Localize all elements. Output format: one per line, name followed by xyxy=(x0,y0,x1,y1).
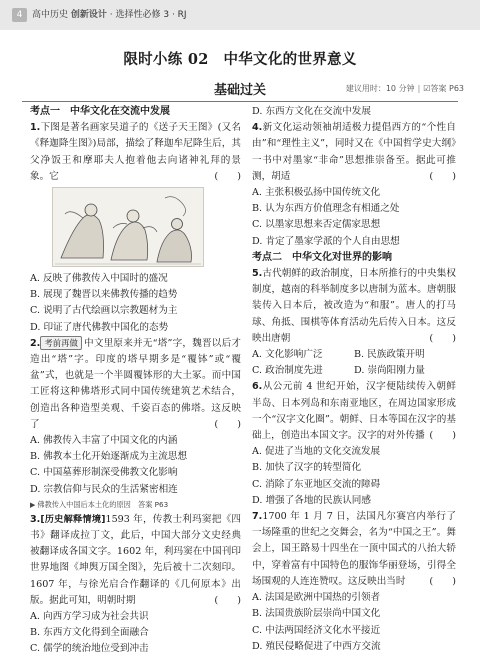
q1-option-d: D. 印证了唐代佛教中国化的态势 xyxy=(30,321,169,333)
section-heading-1: 考点一 中华文化在交流中发展 xyxy=(30,106,170,117)
question-tag: [历史解释情境] xyxy=(40,513,106,525)
answer-blank: ( ) xyxy=(429,332,456,344)
question-2 xyxy=(30,336,241,512)
question-7-stem: 7.1700 年 1 月 7 日，法国凡尔赛宫内举行了一场隆重的世纪之交舞会，名为“中国之王”。舞会上，国王路易十四坐在一顶中国式的八抬大轿中，穿着富有中国特色的服饰华丽登场，引得全场围观的人连连赞叹。这反映出当时 ( ) xyxy=(252,509,456,590)
question-3 xyxy=(30,512,241,658)
answer-blank: ( ) xyxy=(429,575,456,587)
q4-option-a: A. 主张积极弘扬中国传统文化 xyxy=(252,187,381,199)
answer-blank: ( ) xyxy=(429,170,456,182)
q5-options-row-2 xyxy=(252,363,456,379)
q6-option-b: B. 加快了汉字的转型简化 xyxy=(252,462,362,474)
q7-option-b: B. 法国贵族阶层崇尚中国文化 xyxy=(252,608,381,620)
q1-option-a: A. 反映了佛教传入中国时的盛况 xyxy=(30,273,168,285)
answer-blank: ( ) xyxy=(214,418,241,430)
q3-option-d: D. 东西方文化在交流中发展 xyxy=(252,106,371,117)
q7-option-c: C. 中法两国经济文化水平接近 xyxy=(252,624,381,636)
q6-option-a: A. 促进了当地的文化交流发展 xyxy=(252,446,381,458)
suggested-time: 建议用时：10 分钟 xyxy=(345,84,415,93)
right-column xyxy=(252,104,456,655)
q1-option-c: C. 说明了古代绘画以宗教题材为主 xyxy=(30,305,178,317)
book-series xyxy=(32,8,187,22)
question-3-stem: 3.[历史解释情境]1593 年，传教士利玛窦把《四书》翻译成拉丁文，此后，中国大部分文史经典被翻译成各国文字。1602 年，利玛窦在中国刊印世界地图《坤舆万国全图》，先后被十二次刻印。1607 年，与徐光启合作翻译的《几何原本》出版。据此可知，明朝时期 ( ) xyxy=(30,512,241,609)
q4-option-d: D. 肯定了墨家学派的个人自由思想 xyxy=(252,235,400,247)
question-6 xyxy=(252,379,456,509)
section-subtitle: 基础过关 xyxy=(213,83,266,98)
q2-option-b: B. 佛教本土化开始逐渐成为主流思想 xyxy=(30,451,188,463)
answer-note: ▶ 佛教传入中国后本土化的原因 答案 P63 xyxy=(30,499,169,509)
page-header xyxy=(0,0,480,30)
page-number: 4 xyxy=(12,8,27,22)
q5-option-c: C. 政治制度先进 xyxy=(252,365,323,377)
q5-option-b: B. 民族政策开明 xyxy=(354,349,425,361)
q6-option-c: C. 消除了东亚地区交流的障碍 xyxy=(252,478,381,490)
question-5-stem: 5.古代朝鲜的政治制度，日本所推行的中央集权制度，越南的科举制度多以唐制为蓝本。唐朝服装传入日本后，被改造为“和服”。唐人的打马球、角抵、围棋等体育活动先后传入日本。这反映出唐朝 ( ) xyxy=(252,266,456,347)
question-1 xyxy=(30,120,241,336)
question-1-stem: 1.下图是著名画家吴道子的《送子天王图》(又名《释迦降生图》)局部，描绘了释迦牟尼降生后，其父净饭王和摩耶夫人抱着他去向诸神礼拜的景象。它 ( ) xyxy=(30,120,241,185)
question-7 xyxy=(252,509,456,655)
painting-illustration xyxy=(52,187,204,267)
q1-option-b: B. 展现了魏晋以来佛教传播的趋势 xyxy=(30,289,178,301)
page-title: 限时小练 02 中华文化的世界意义 xyxy=(123,51,357,68)
q3-option-b: B. 东西方文化得到全面融合 xyxy=(30,627,149,639)
q5-option-d: D. 崇尚阳刚力量 xyxy=(354,365,426,377)
q7-option-a: A. 法国是欧洲中国热的引领者 xyxy=(252,592,381,604)
q4-option-c: C. 以墨家思想来否定儒家思想 xyxy=(252,219,381,231)
question-4-stem: 4.新文化运动领袖胡适极力提倡西方的“个性自由”和“理性主义”，同时又在《中国哲学史大纲》一书中对墨家“非命”思想推崇备至。据此可推测，胡适 ( ) xyxy=(252,120,456,185)
checkmark-icon: ☑ xyxy=(423,84,431,93)
q3-option-a: A. 向西方学习成为社会共识 xyxy=(30,611,149,623)
section-heading-2: 考点二 中华文化对世界的影响 xyxy=(252,251,392,263)
q7-option-d: D. 殖民侵略促进了中西方交流 xyxy=(252,640,381,652)
q6-option-d: D. 增强了各地的民族认同感 xyxy=(252,494,371,506)
series-label: 高中历史 xyxy=(32,10,69,20)
question-4 xyxy=(252,120,456,250)
q5-options-row-1 xyxy=(252,347,456,363)
q2-option-c: C. 中国墓葬形制深受佛教文化影响 xyxy=(30,467,178,479)
answer-blank: ( ) xyxy=(214,170,241,182)
question-5 xyxy=(252,266,456,379)
triangle-icon: ▶ xyxy=(30,500,36,509)
question-2-stem: 2. 考前再做 中文里原来并无“塔”字，魏晋以后才造出“塔”字。印度的塔早期多是“覆钵”或“覆盆”式，也就是一个半圆覆钵形的大土冢。而中国工匠将这种佛塔形式同中国传统建筑艺术结合，创造出各种造型美观、千姿百态的佛塔。这反映了 ( ) xyxy=(30,336,241,433)
q4-option-b: B. 认为东西方价值理念有相通之处 xyxy=(252,203,400,215)
q2-option-d: D. 宗教信仰与民众的生活紧密相连 xyxy=(30,483,178,495)
q2-option-a: A. 佛教传入丰富了中国文化的内涵 xyxy=(30,435,178,447)
answer-reference: ☑答案 P63 xyxy=(423,84,464,93)
title-divider xyxy=(22,101,458,102)
brand-logo: 创新设计 xyxy=(70,10,107,20)
exercise-meta: 建议用时：10 分钟 | ☑答案 P63 xyxy=(345,84,464,93)
answer-blank: ( ) xyxy=(429,430,456,442)
book-label: · 选择性必修 3 · RJ xyxy=(109,10,187,20)
answer-blank: ( ) xyxy=(214,594,241,606)
question-tag: 考前再做 xyxy=(40,336,82,350)
question-6-stem: 6.从公元前 4 世纪开始，汉字便陆续传入朝鲜半岛、日本列岛和东南亚地区，在周边国家形成一个“汉字文化圈”。朝鲜、日本等国在汉字的基础上，创造出本国文字。汉字的对外传播 ( ) xyxy=(252,379,456,444)
q5-option-a: A. 文化影响广泛 xyxy=(252,349,323,361)
left-column xyxy=(30,104,241,658)
q3-option-c: C. 儒学的统治地位受到冲击 xyxy=(30,643,149,655)
